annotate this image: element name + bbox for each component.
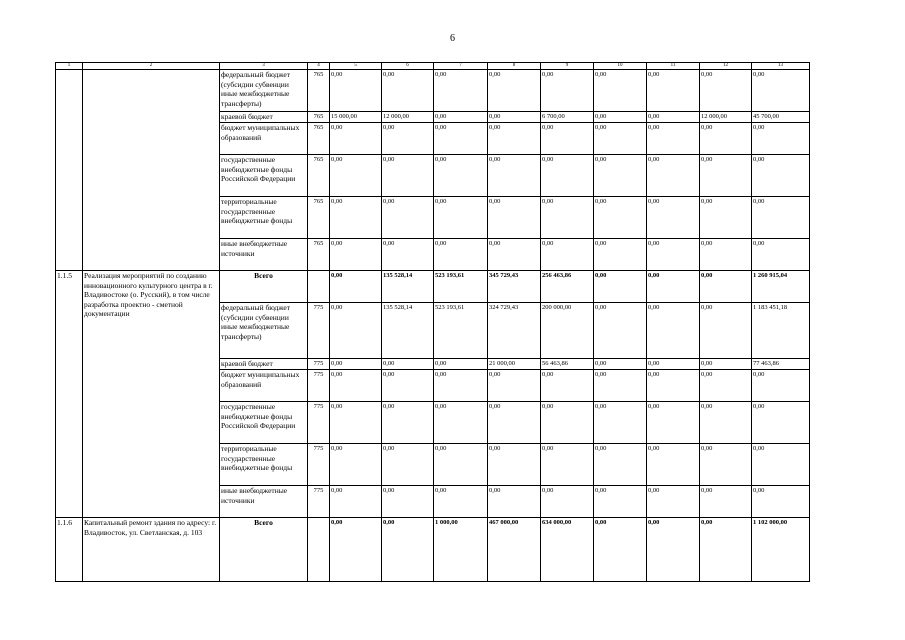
value-cell: 0,00 — [647, 155, 700, 197]
value-cell: 0,00 — [700, 303, 752, 359]
value-cell: 0,00 — [752, 239, 810, 271]
value-cell: 0,00 — [700, 197, 752, 239]
value-cell: 0,00 — [594, 303, 647, 359]
value-cell: 0,00 — [434, 402, 488, 444]
value-cell: 0,00 — [541, 486, 594, 518]
value-cell: 0,00 — [382, 239, 434, 271]
code-cell: 775 — [308, 303, 330, 359]
total-value: 345 729,43 — [488, 271, 541, 303]
value-cell: 0,00 — [594, 112, 647, 123]
funding-source: бюджет муниципальных образований — [220, 370, 308, 402]
value-cell: 0,00 — [700, 155, 752, 197]
total-value: 0,00 — [647, 518, 700, 582]
value-cell: 0,00 — [647, 70, 700, 112]
value-cell: 0,00 — [488, 370, 541, 402]
funding-source: федеральный бюджет (субсидии субвенции иные межбюджетные трансферты) — [220, 303, 308, 359]
column-header-5: 5 — [330, 63, 382, 70]
funding-source: краевой бюджет — [220, 112, 308, 123]
value-cell: 12 000,00 — [700, 112, 752, 123]
total-value: 0,00 — [700, 271, 752, 303]
value-cell: 1 183 451,18 — [752, 303, 810, 359]
value-cell: 0,00 — [594, 155, 647, 197]
total-value: 135 528,14 — [382, 271, 434, 303]
value-cell: 0,00 — [382, 370, 434, 402]
total-value: 467 000,00 — [488, 518, 541, 582]
column-header-9: 9 — [541, 63, 594, 70]
value-cell: 0,00 — [647, 359, 700, 370]
value-cell: 200 000,00 — [541, 303, 594, 359]
total-value: 0,00 — [594, 271, 647, 303]
value-cell: 0,00 — [330, 359, 382, 370]
value-cell: 0,00 — [434, 155, 488, 197]
value-cell: 0,00 — [382, 123, 434, 155]
funding-source: федеральный бюджет (субсидии субвенции иные межбюджетные трансферты) — [220, 70, 308, 112]
value-cell: 0,00 — [752, 486, 810, 518]
column-header-4: 4 — [308, 63, 330, 70]
header-row — [56, 63, 810, 70]
value-cell: 77 463,86 — [752, 359, 810, 370]
column-header-8: 8 — [488, 63, 541, 70]
value-cell: 0,00 — [700, 239, 752, 271]
value-cell: 0,00 — [700, 486, 752, 518]
value-cell: 0,00 — [647, 444, 700, 486]
total-value: 523 193,61 — [434, 271, 488, 303]
value-cell: 0,00 — [594, 359, 647, 370]
total-value: 0,00 — [647, 271, 700, 303]
value-cell: 15 000,00 — [330, 112, 382, 123]
item-name: Капитальный ремонт здания по адресу: г. Владивосток, ул. Светланская, д. 103 — [83, 518, 220, 582]
value-cell: 0,00 — [382, 444, 434, 486]
value-cell: 45 700,00 — [752, 112, 810, 123]
value-cell: 0,00 — [330, 70, 382, 112]
item-id: 1.1.5 — [56, 271, 83, 518]
total-row — [56, 271, 810, 303]
value-cell: 0,00 — [541, 402, 594, 444]
value-cell: 0,00 — [647, 486, 700, 518]
total-value: 634 000,00 — [541, 518, 594, 582]
value-cell: 0,00 — [382, 359, 434, 370]
value-cell: 0,00 — [700, 402, 752, 444]
funding-source: территориальные государственные внебюджетные фонды — [220, 444, 308, 486]
value-cell: 0,00 — [330, 370, 382, 402]
value-cell: 0,00 — [647, 239, 700, 271]
value-cell: 0,00 — [541, 239, 594, 271]
funding-source: территориальные государственные внебюджетные фонды — [220, 197, 308, 239]
value-cell: 0,00 — [434, 486, 488, 518]
value-cell: 523 193,61 — [434, 303, 488, 359]
item-name: Реализация мероприятий по созданию инновационного культурного центра в г. Владивостоке (о. Русский), в том числе разработка проектно - сметной документации — [83, 271, 220, 518]
value-cell: 324 729,43 — [488, 303, 541, 359]
value-cell: 0,00 — [541, 197, 594, 239]
value-cell: 0,00 — [700, 123, 752, 155]
value-cell: 0,00 — [330, 197, 382, 239]
value-cell: 0,00 — [434, 112, 488, 123]
value-cell: 0,00 — [594, 239, 647, 271]
value-cell: 0,00 — [647, 112, 700, 123]
total-value: 0,00 — [330, 271, 382, 303]
value-cell: 0,00 — [434, 359, 488, 370]
code-cell: 765 — [308, 197, 330, 239]
value-cell: 0,00 — [647, 197, 700, 239]
total-label: Всего — [220, 518, 308, 582]
value-cell: 0,00 — [488, 123, 541, 155]
value-cell: 0,00 — [330, 303, 382, 359]
value-cell: 0,00 — [647, 370, 700, 402]
total-value: 1 102 000,00 — [752, 518, 810, 582]
value-cell: 21 000,00 — [488, 359, 541, 370]
value-cell: 0,00 — [382, 197, 434, 239]
funding-source: иные внебюджетные источники — [220, 486, 308, 518]
value-cell: 0,00 — [541, 155, 594, 197]
item-id — [56, 70, 83, 271]
total-label: Всего — [220, 271, 308, 303]
column-header-13: 13 — [752, 63, 810, 70]
funding-source: краевой бюджет — [220, 359, 308, 370]
code-cell: 775 — [308, 359, 330, 370]
value-cell: 0,00 — [434, 70, 488, 112]
page-number: 6 — [450, 33, 455, 44]
total-value: 256 463,86 — [541, 271, 594, 303]
value-cell: 0,00 — [541, 123, 594, 155]
value-cell: 0,00 — [541, 70, 594, 112]
code-cell: 765 — [308, 239, 330, 271]
value-cell: 56 463,86 — [541, 359, 594, 370]
table-row — [56, 70, 810, 112]
value-cell: 0,00 — [488, 112, 541, 123]
value-cell: 0,00 — [541, 370, 594, 402]
column-header-3: 3 — [220, 63, 308, 70]
value-cell: 0,00 — [700, 70, 752, 112]
code-cell: 765 — [308, 155, 330, 197]
total-value: 1 000,00 — [434, 518, 488, 582]
total-value: 0,00 — [330, 518, 382, 582]
value-cell: 0,00 — [488, 239, 541, 271]
value-cell: 0,00 — [647, 402, 700, 444]
value-cell: 0,00 — [488, 70, 541, 112]
column-header-7: 7 — [434, 63, 488, 70]
value-cell: 0,00 — [541, 444, 594, 486]
value-cell: 0,00 — [488, 155, 541, 197]
value-cell: 0,00 — [647, 303, 700, 359]
value-cell: 135 528,14 — [382, 303, 434, 359]
value-cell: 0,00 — [330, 444, 382, 486]
column-header-1: 1 — [56, 63, 83, 70]
value-cell: 0,00 — [594, 402, 647, 444]
value-cell: 6 700,00 — [541, 112, 594, 123]
total-row — [56, 518, 810, 582]
value-cell: 0,00 — [752, 123, 810, 155]
total-value: 0,00 — [594, 518, 647, 582]
code-cell: 765 — [308, 123, 330, 155]
value-cell: 0,00 — [594, 70, 647, 112]
value-cell: 0,00 — [434, 197, 488, 239]
column-header-11: 11 — [647, 63, 700, 70]
value-cell: 0,00 — [488, 402, 541, 444]
funding-source: бюджет муниципальных образований — [220, 123, 308, 155]
item-id: 1.1.6 — [56, 518, 83, 582]
value-cell: 12 000,00 — [382, 112, 434, 123]
value-cell: 0,00 — [330, 239, 382, 271]
funding-source: иные внебюджетные источники — [220, 239, 308, 271]
value-cell: 0,00 — [330, 402, 382, 444]
value-cell: 0,00 — [488, 486, 541, 518]
value-cell: 0,00 — [700, 444, 752, 486]
value-cell: 0,00 — [488, 197, 541, 239]
value-cell: 0,00 — [752, 370, 810, 402]
value-cell: 0,00 — [434, 444, 488, 486]
value-cell: 0,00 — [488, 444, 541, 486]
value-cell: 0,00 — [647, 123, 700, 155]
value-cell: 0,00 — [330, 155, 382, 197]
code-cell: 775 — [308, 444, 330, 486]
value-cell: 0,00 — [700, 370, 752, 402]
value-cell: 0,00 — [594, 444, 647, 486]
total-value: 0,00 — [382, 518, 434, 582]
code-cell — [308, 518, 330, 582]
value-cell: 0,00 — [382, 70, 434, 112]
value-cell: 0,00 — [700, 359, 752, 370]
column-header-2: 2 — [83, 63, 220, 70]
budget-table — [55, 62, 810, 582]
code-cell: 765 — [308, 70, 330, 112]
code-cell: 765 — [308, 112, 330, 123]
value-cell: 0,00 — [434, 370, 488, 402]
value-cell: 0,00 — [382, 486, 434, 518]
funding-source: государственные внебюджетные фонды Российской Федерации — [220, 155, 308, 197]
value-cell: 0,00 — [752, 155, 810, 197]
value-cell: 0,00 — [594, 486, 647, 518]
value-cell: 0,00 — [382, 402, 434, 444]
value-cell: 0,00 — [752, 70, 810, 112]
total-value: 1 260 915,04 — [752, 271, 810, 303]
column-header-10: 10 — [594, 63, 647, 70]
value-cell: 0,00 — [752, 402, 810, 444]
column-header-6: 6 — [382, 63, 434, 70]
value-cell: 0,00 — [434, 239, 488, 271]
code-cell: 775 — [308, 370, 330, 402]
value-cell: 0,00 — [594, 197, 647, 239]
item-name — [83, 70, 220, 271]
value-cell: 0,00 — [330, 123, 382, 155]
column-header-12: 12 — [700, 63, 752, 70]
value-cell: 0,00 — [752, 444, 810, 486]
code-cell: 775 — [308, 402, 330, 444]
value-cell: 0,00 — [594, 123, 647, 155]
value-cell: 0,00 — [752, 197, 810, 239]
value-cell: 0,00 — [434, 123, 488, 155]
value-cell: 0,00 — [382, 155, 434, 197]
code-cell: 775 — [308, 486, 330, 518]
value-cell: 0,00 — [594, 370, 647, 402]
total-value: 0,00 — [700, 518, 752, 582]
funding-source: государственные внебюджетные фонды Российской Федерации — [220, 402, 308, 444]
value-cell: 0,00 — [330, 486, 382, 518]
code-cell — [308, 271, 330, 303]
